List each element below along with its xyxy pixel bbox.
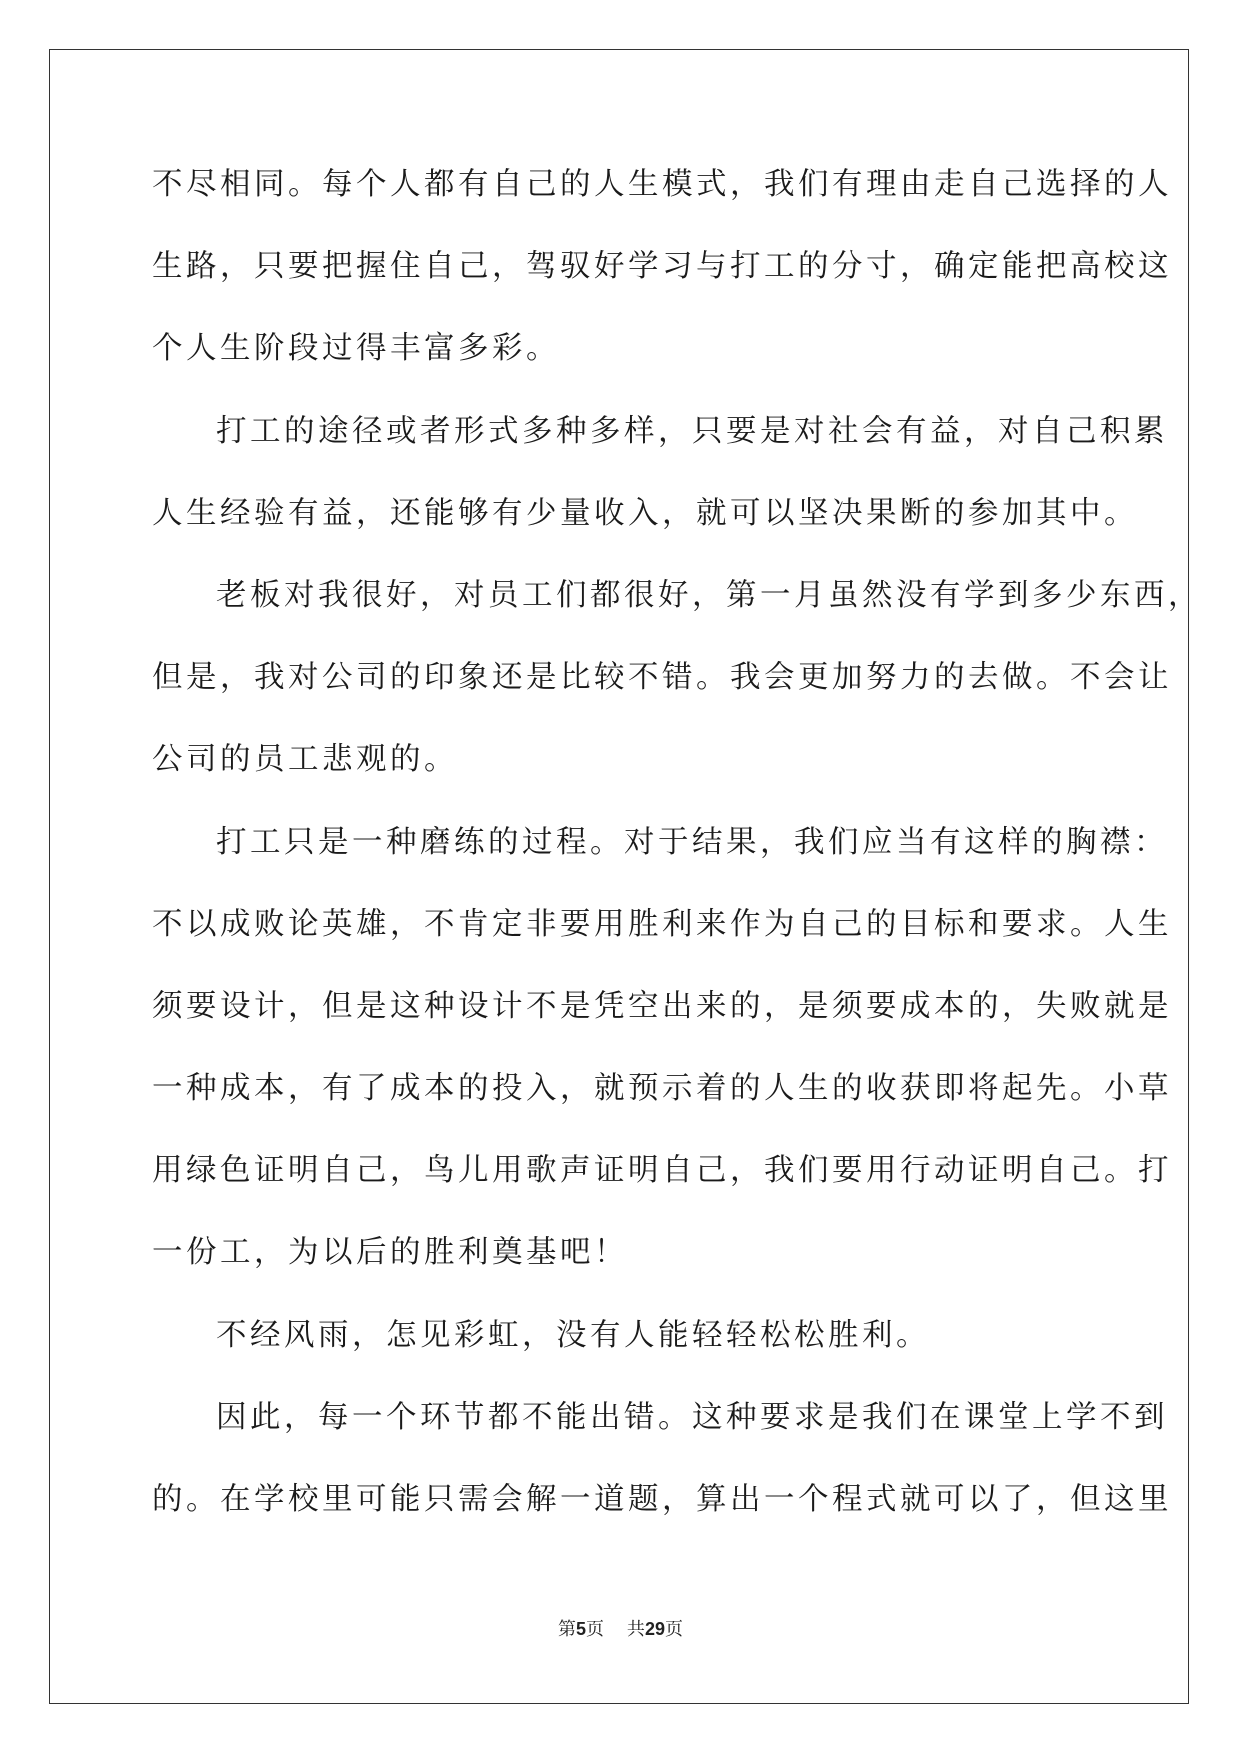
footer-middle: 页 共 (586, 1619, 645, 1640)
current-page-number: 5 (576, 1619, 587, 1639)
body-line-8: 公司的员工悲观的。 (152, 742, 458, 778)
body-line-12: 一种成本，有了成本的投入，就预示着的人生的收获即将起先。小草 (152, 1071, 1172, 1107)
body-line-10: 不以成败论英雄，不肯定非要用胜利来作为自己的目标和要求。人生 (152, 906, 1172, 942)
body-line-11: 须要设计，但是这种设计不是凭空出来的，是须要成本的，失败就是 (152, 988, 1172, 1024)
body-line-4: 打工的途径或者形式多种多样，只要是对社会有益，对自己积累 (216, 413, 1168, 449)
footer-prefix: 第 (558, 1619, 577, 1640)
page-footer (0, 1615, 1241, 1641)
body-line-15: 不经风雨，怎见彩虹，没有人能轻轻松松胜利。 (216, 1317, 930, 1353)
body-line-2: 生路，只要把握住自己，驾驭好学习与打工的分寸，确定能把高校这 (152, 249, 1172, 285)
body-line-1: 不尽相同。每个人都有自己的人生模式，我们有理由走自己选择的人 (152, 167, 1172, 202)
body-line-9: 打工只是一种磨练的过程。对于结果，我们应当有这样的胸襟： (216, 824, 1168, 860)
body-line-6: 老板对我很好，对员工们都很好，第一月虽然没有学到多少东西， (216, 577, 1202, 613)
document-body (152, 157, 1202, 1554)
footer-suffix: 页 (664, 1619, 683, 1640)
body-line-3: 个人生阶段过得丰富多彩。 (152, 331, 560, 367)
body-line-14: 一份工，为以后的胜利奠基吧！ (152, 1235, 628, 1271)
body-line-7: 但是，我对公司的印象还是比较不错。我会更加努力的去做。不会让 (152, 660, 1172, 696)
body-line-13: 用绿色证明自己，鸟儿用歌声证明自己，我们要用行动证明自己。打 (152, 1153, 1172, 1189)
total-page-count: 29 (644, 1619, 665, 1639)
body-line-17: 的。在学校里可能只需会解一道题，算出一个程式就可以了，但这里 (152, 1482, 1172, 1517)
body-line-5: 人生经验有益，还能够有少量收入，就可以坚决果断的参加其中。 (152, 495, 1138, 531)
body-line-16: 因此，每一个环节都不能出错。这种要求是我们在课堂上学不到 (216, 1399, 1168, 1435)
